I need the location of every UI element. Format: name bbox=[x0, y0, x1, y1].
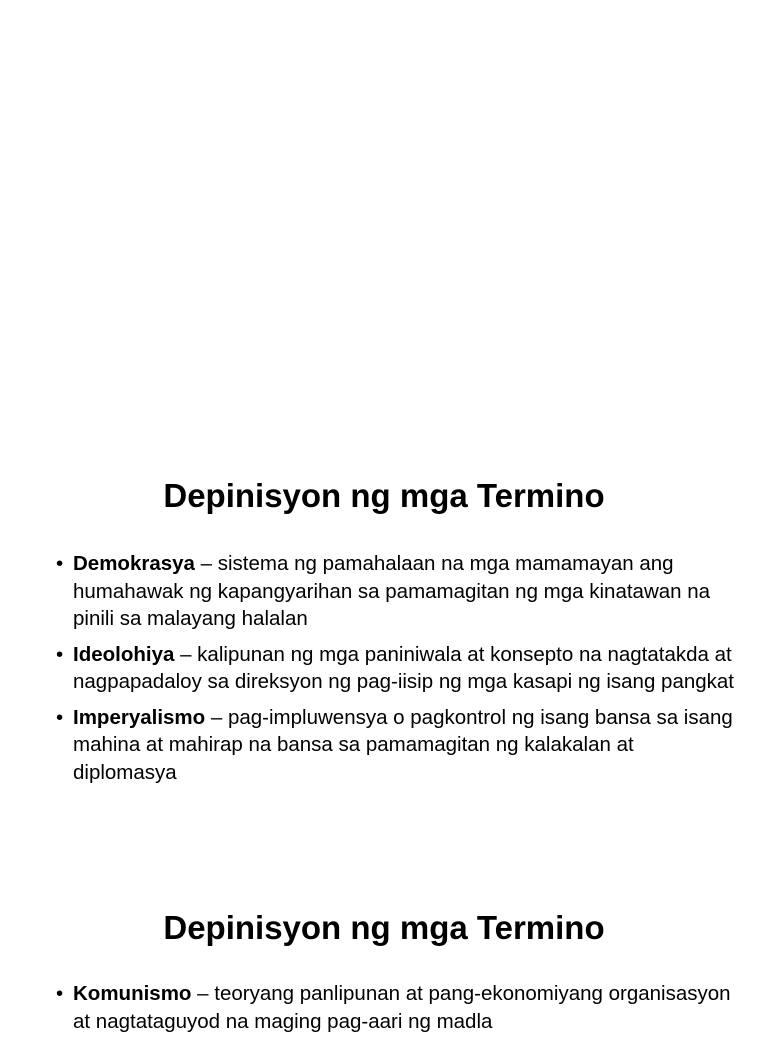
bullet-icon: • bbox=[56, 552, 64, 575]
slide-title: Depinisyon ng mga Termino bbox=[163, 909, 605, 946]
term-definition: – pag-impluwensya o pagkontrol ng isang bansa sa isang mahina at mahirap na bansa sa pamamagitan ng kalakalan at diplomasya bbox=[73, 705, 733, 784]
term-definition: – teoryang panlipunan at pang-ekonomiyang organisasyon at nagtataguyod na maging pag-aari ng madla bbox=[73, 982, 731, 1033]
term-label: Demokrasya bbox=[73, 552, 195, 575]
slide-2 bbox=[0, 840, 768, 1033]
term-definition: – sistema ng pamahalaan na mga mamamayan ang humahawak ng kapangyarihan sa pamamagitan ng mga kinatawan na pinili sa malayang halalan bbox=[73, 552, 711, 630]
list-item-imperyalismo bbox=[56, 704, 736, 787]
term-label: Ideolohiya bbox=[73, 642, 175, 666]
term-label: Imperyalismo bbox=[73, 705, 206, 729]
term-list bbox=[56, 980, 736, 1043]
slide-title: Depinisyon ng mga Termino bbox=[163, 477, 605, 514]
term-label: Komunismo bbox=[73, 982, 192, 1005]
list-item-ideolohiya bbox=[56, 641, 736, 696]
list-item-demokrasya bbox=[56, 550, 736, 633]
term-list bbox=[56, 550, 736, 794]
term-definition: – kalipunan ng mga paniniwala at konsepto na nagtatakda at nagpapadaloy sa direksyon ng pag-iisip ng mga kasapi ng isang pangkat bbox=[73, 642, 735, 693]
list-item-komunismo bbox=[56, 980, 736, 1035]
bullet-icon: • bbox=[56, 705, 64, 729]
bullet-icon: • bbox=[56, 982, 64, 1005]
bullet-icon: • bbox=[56, 642, 64, 666]
